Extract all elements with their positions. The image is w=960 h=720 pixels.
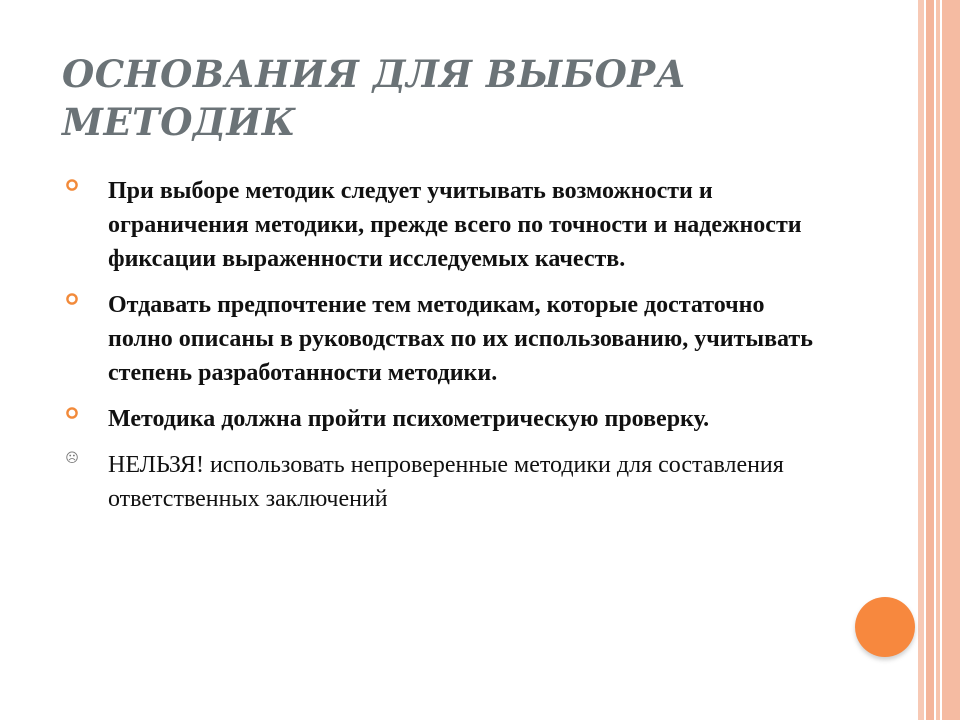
bullet-list <box>60 174 820 528</box>
bullet-item <box>60 174 820 276</box>
bullet-text: Отдавать предпочтение тем методикам, которые достаточно полно описаны в руководствах по их использованию, учитывать степень разработанности методики. <box>108 292 813 386</box>
decor-stripe <box>942 0 960 720</box>
bullet-text: использовать непроверенные методики для составления ответственных заключений <box>108 452 784 512</box>
decor-stripe <box>926 0 934 720</box>
frown-face-icon: ☹ <box>65 451 79 466</box>
bullet-text: При выборе методик следует учитывать возможности и ограничения методики, прежде всего по точности и надежности фиксации выраженности исследуемых качеств. <box>108 178 802 272</box>
ring-bullet-icon <box>60 292 84 316</box>
ring-bullet-icon <box>60 406 84 430</box>
bullet-lead: НЕЛЬЗЯ! <box>108 452 204 478</box>
bullet-item <box>60 402 820 436</box>
ring-bullet-icon <box>60 178 84 202</box>
bullet-text: Методика должна пройти психометрическую проверку. <box>108 406 710 432</box>
bullet-item <box>60 288 820 390</box>
decor-orange-circle <box>855 597 915 657</box>
bullet-item <box>60 448 820 516</box>
slide-title: ОСНОВАНИЯ ДЛЯ ВЫБОРА МЕТОДИК <box>62 52 687 144</box>
